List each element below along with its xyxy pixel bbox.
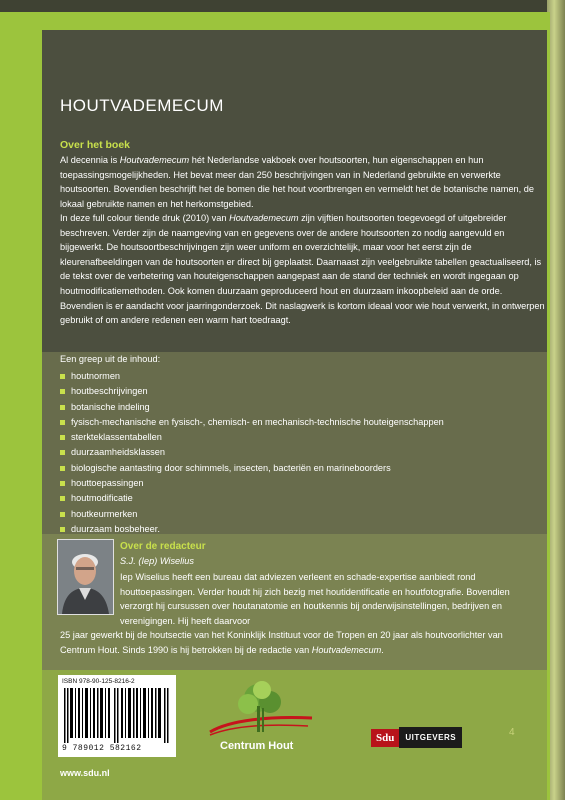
contents-list: [60, 369, 444, 537]
bullet-icon: [60, 420, 65, 425]
small-mark: 4: [509, 727, 515, 738]
barcode-number: 9 789012 582162: [62, 744, 142, 753]
about-heading: Over het boek: [60, 139, 131, 151]
list-item: houtmodificatie: [60, 491, 444, 506]
bullet-icon: [60, 466, 65, 471]
list-item: houtkeurmerken: [60, 507, 444, 522]
isbn-label: ISBN 978-90-125-8216-2: [62, 678, 135, 685]
sdu-logo: [371, 727, 462, 748]
contents-intro: Een greep uit de inhoud:: [60, 354, 161, 364]
list-item: biologische aantasting door schimmels, insecten, bacteriën en marineboorders: [60, 461, 444, 476]
about-paragraph-2: In deze full colour tiende druk (2010) van Houtvademecum zijn vijftien houtsoorten toegevoegd of uitgebreider beschreven. Verder zijn de naamgeving van en gegevens over de andere houtsoorten zo nodig aangevuld en bijgewerkt. De houtsoortbeschrijvingen zijn weer uniform en overzichtelijk, maar voor het eerst zijn de kleurenafbeeldingen van de houtsoorten er direct bij geplaatst. Daarnaast zijn veelgebruikte tabellen geactualiseerd, is de tekst over de verbetering van houteigenschappen aangepast aan de stand der techniek en wordt ingegaan op houtmodificatiemethoden. Ook komen duurzaam geproduceerd hout en duurzaam inkoopbeleid aan de orde. Bovendien is er aandacht voor jaarringonderzoek. Dit naslagwerk is kortom ideaal voor wie hout verwerkt, in ontwerpen gebruikt of om andere redenen een warm hart toedraagt.: [60, 213, 545, 326]
bullet-icon: [60, 405, 65, 410]
list-item: houtbeschrijvingen: [60, 384, 444, 399]
publisher-url: www.sdu.nl: [60, 768, 110, 778]
list-item: houttoepassingen: [60, 476, 444, 491]
barcode-icon: [64, 688, 170, 743]
editor-bio-part-2: 25 jaar gewerkt bij de houtsectie van het Koninklijk Instituut voor de Tropen en 20 jaar als houtvoorlichter van Centrum Hout. Sinds 1990 is hij betrokken bij de redactie van Houtvademecum.: [60, 630, 503, 655]
editor-heading: Over de redacteur: [120, 541, 206, 552]
editor-bio-part-1: Iep Wiselius heeft een bureau dat adviezen verleent en schade-expertise aanbiedt rond houttoepassingen. Verder houdt hij zich bezig met houtidentificatie en houtfotografie. Bovendien verzorgt hij cursussen over houtanatomie en houtkennis bij onderwijsinstellingen, bedrijven en verenigingen. Hij heeft daarvoor: [120, 572, 510, 626]
bullet-icon: [60, 527, 65, 532]
about-paragraph-1: Al decennia is Houtvademecum hét Nederlandse vakboek over houtsoorten, hun eigenschappen en hun toepassingsmogelijkheden. Het bevat meer dan 250 beschrijvingen van in Nederland gebruikte en verwerkte houtsoorten. Bovendien beschrijft het de bomen die het hout voortbrengen en vermeldt het de botanische namen, de lokaal gebruikte namen en het herkomstgebied.: [60, 155, 534, 209]
bullet-icon: [60, 450, 65, 455]
bullet-icon: [60, 496, 65, 501]
list-item: duurzaamheidsklassen: [60, 445, 444, 460]
tree-logo-icon: [200, 680, 320, 742]
centrum-hout-label: Centrum Hout: [220, 740, 294, 752]
list-item: fysisch-mechanische en fysisch-, chemisch- en mechanisch-technische houteigenschappen: [60, 415, 444, 430]
barcode: [58, 675, 176, 757]
bullet-icon: [60, 481, 65, 486]
bullet-icon: [60, 389, 65, 394]
book-title: HOUTVADEMECUM: [60, 96, 224, 115]
editor-name: S.J. (Iep) Wiselius: [120, 556, 194, 566]
list-item: botanische indeling: [60, 400, 444, 415]
list-item: houtnormen: [60, 369, 444, 384]
bullet-icon: [60, 435, 65, 440]
editor-photo: [57, 539, 114, 615]
list-item: duurzaam bosbeheer.: [60, 522, 444, 537]
bullet-icon: [60, 374, 65, 379]
bullet-icon: [60, 512, 65, 517]
sdu-mark: Sdu: [371, 729, 399, 747]
list-item: sterkteklassentabellen: [60, 430, 444, 445]
sdu-word: UITGEVERS: [399, 727, 462, 748]
